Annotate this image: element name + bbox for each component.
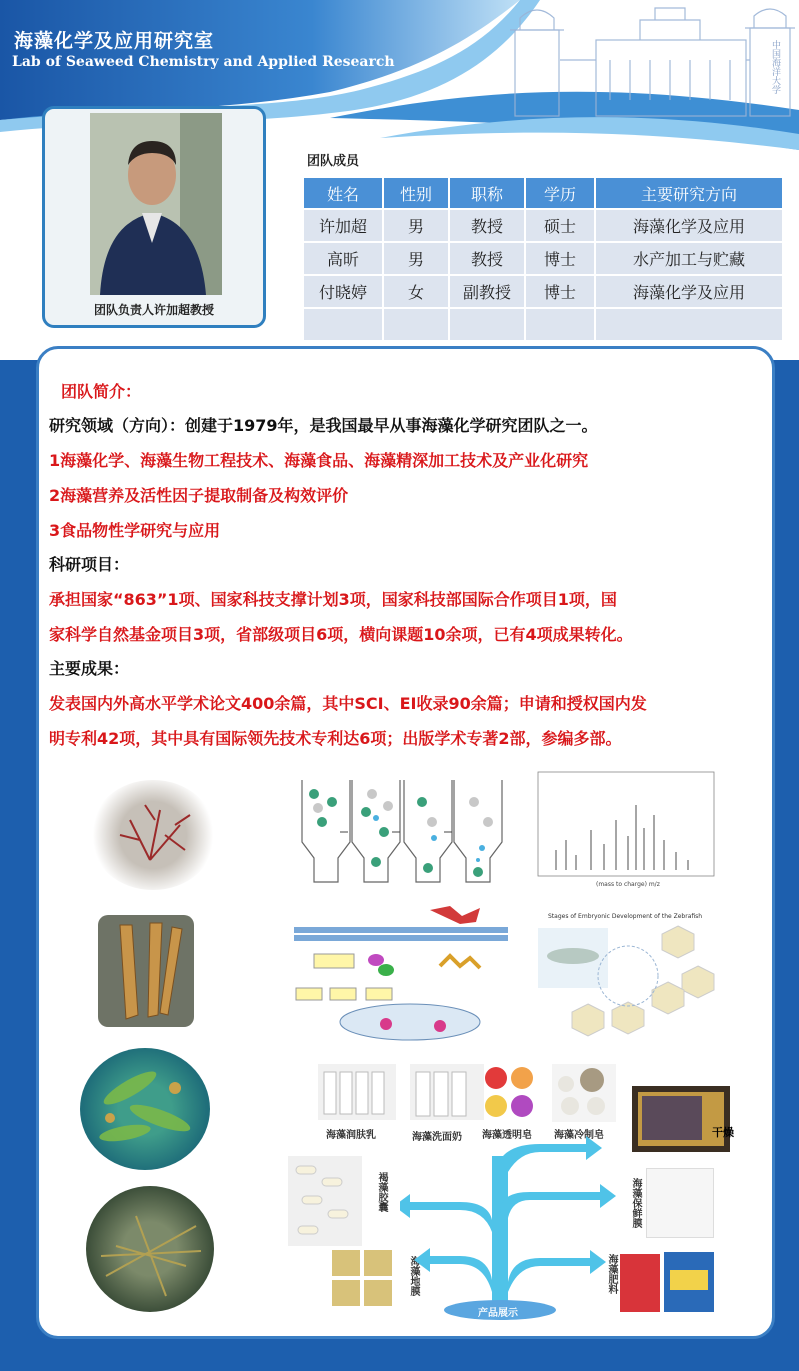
cell: 海藻化学及应用 xyxy=(595,275,783,308)
showcase-label: 产品展示 xyxy=(478,1308,518,1319)
film-label: 海藻保鲜膜 xyxy=(630,1178,641,1228)
item-3: 3食品物性学研究与应用 xyxy=(49,521,221,540)
cold-soap-label: 海藻冷制皂 xyxy=(554,1130,604,1141)
cell: 副教授 xyxy=(449,275,525,308)
cell xyxy=(449,308,525,341)
spectrum-xlabel: (mass to charge) m/z xyxy=(596,881,660,888)
team-table xyxy=(302,176,784,342)
col-title: 职称 xyxy=(449,177,525,209)
cell xyxy=(303,308,383,341)
film-product-photo xyxy=(646,1168,714,1238)
cell: 海藻化学及应用 xyxy=(595,209,783,242)
cleanser-label: 海藻洗面奶 xyxy=(412,1132,462,1143)
cell xyxy=(383,308,449,341)
leader-photo-card xyxy=(42,106,266,328)
cold-soap-product-photo xyxy=(552,1064,616,1122)
table-row xyxy=(303,209,783,242)
cell: 硕士 xyxy=(525,209,595,242)
page-title-en: Lab of Seaweed Chemistry and Applied Research xyxy=(12,54,395,70)
cell: 教授 xyxy=(449,242,525,275)
zebrafish-development-diagram xyxy=(528,906,720,1044)
item-1: 1海藻化学、海藻生物工程技术、海藻食品、海藻精深加工技术及产业化研究 xyxy=(49,451,589,470)
mulch-label: 海藻地膜 xyxy=(408,1256,419,1296)
col-name: 姓名 xyxy=(303,177,383,209)
mass-spectrum-chart xyxy=(536,770,716,890)
item-2: 2海藻营养及活性因子提取制备及构效评价 xyxy=(49,486,349,505)
table-row xyxy=(303,308,783,341)
intro-heading: 团队简介： xyxy=(61,382,142,401)
cell: 博士 xyxy=(525,242,595,275)
page-title-cn: 海藻化学及应用研究室 xyxy=(14,30,215,52)
results-line-1: 发表国内外高水平学术论文400余篇，其中SCI、EI收录90余篇；申请和授权国内发 xyxy=(49,694,647,713)
leader-photo xyxy=(90,113,222,295)
cell: 付晓婷 xyxy=(303,275,383,308)
seal-text: 中国海洋大学 xyxy=(770,40,780,94)
cleanser-product-photo xyxy=(410,1064,484,1120)
dried-label: 干燥 xyxy=(712,1126,734,1139)
lotion-label: 海藻润肤乳 xyxy=(326,1130,376,1141)
projects-heading: 科研项目： xyxy=(49,555,130,574)
cell xyxy=(595,308,783,341)
soap-product-photo xyxy=(482,1064,546,1124)
col-research: 主要研究方向 xyxy=(595,177,783,209)
capsule-label: 褐藻胶囊 xyxy=(376,1172,387,1212)
cell: 水产加工与贮藏 xyxy=(595,242,783,275)
field-line: 研究领域（方向）：创建于1979年，是我国最早从事海藻化学研究团队之一。 xyxy=(49,416,598,435)
table-row xyxy=(303,242,783,275)
results-heading: 主要成果： xyxy=(49,659,130,678)
cell-pathway-diagram xyxy=(290,906,512,1044)
cell xyxy=(525,308,595,341)
dried-seaweed-photo xyxy=(632,1086,730,1152)
cell: 女 xyxy=(383,275,449,308)
kelp-root-photo xyxy=(98,915,194,1027)
zebrafish-title: Stages of Embryonic Development of the Zebrafish xyxy=(548,913,703,920)
filtration-diagram xyxy=(292,772,510,890)
col-degree: 学历 xyxy=(525,177,595,209)
col-gender: 性别 xyxy=(383,177,449,209)
cell: 教授 xyxy=(449,209,525,242)
product-flow-arrows xyxy=(400,1132,640,1320)
cell: 博士 xyxy=(525,275,595,308)
capsule-product-photo xyxy=(288,1156,362,1246)
cell: 高昕 xyxy=(303,242,383,275)
projects-line-2: 家科学自然基金项目3项，省部级项目6项，横向课题10余项，已有4项成果转化。 xyxy=(49,625,633,644)
lotion-product-photo xyxy=(318,1064,396,1120)
projects-line-1: 承担国家“863”1项、国家科技支撑计划3项，国家科技部国际合作项目1项，国 xyxy=(49,590,617,609)
kelp-underwater-photo xyxy=(80,1048,210,1170)
red-seaweed-photo xyxy=(90,780,216,890)
results-line-2: 明专利42项，其中具有国际领先技术专利达6项；出版学术专著2部，参编多部。 xyxy=(49,729,622,748)
cell: 男 xyxy=(383,242,449,275)
fertilizer-label: 海藻肥料 xyxy=(606,1254,617,1294)
soap-label: 海藻透明皂 xyxy=(482,1130,532,1141)
sargassum-photo xyxy=(86,1186,214,1312)
table-row xyxy=(303,275,783,308)
mulch-product-photo xyxy=(330,1248,394,1308)
table-header-row xyxy=(303,177,783,209)
cell: 男 xyxy=(383,209,449,242)
team-title: 团队成员 xyxy=(307,154,360,169)
leader-caption: 团队负责人许加超教授 xyxy=(93,303,214,317)
cell: 许加超 xyxy=(303,209,383,242)
